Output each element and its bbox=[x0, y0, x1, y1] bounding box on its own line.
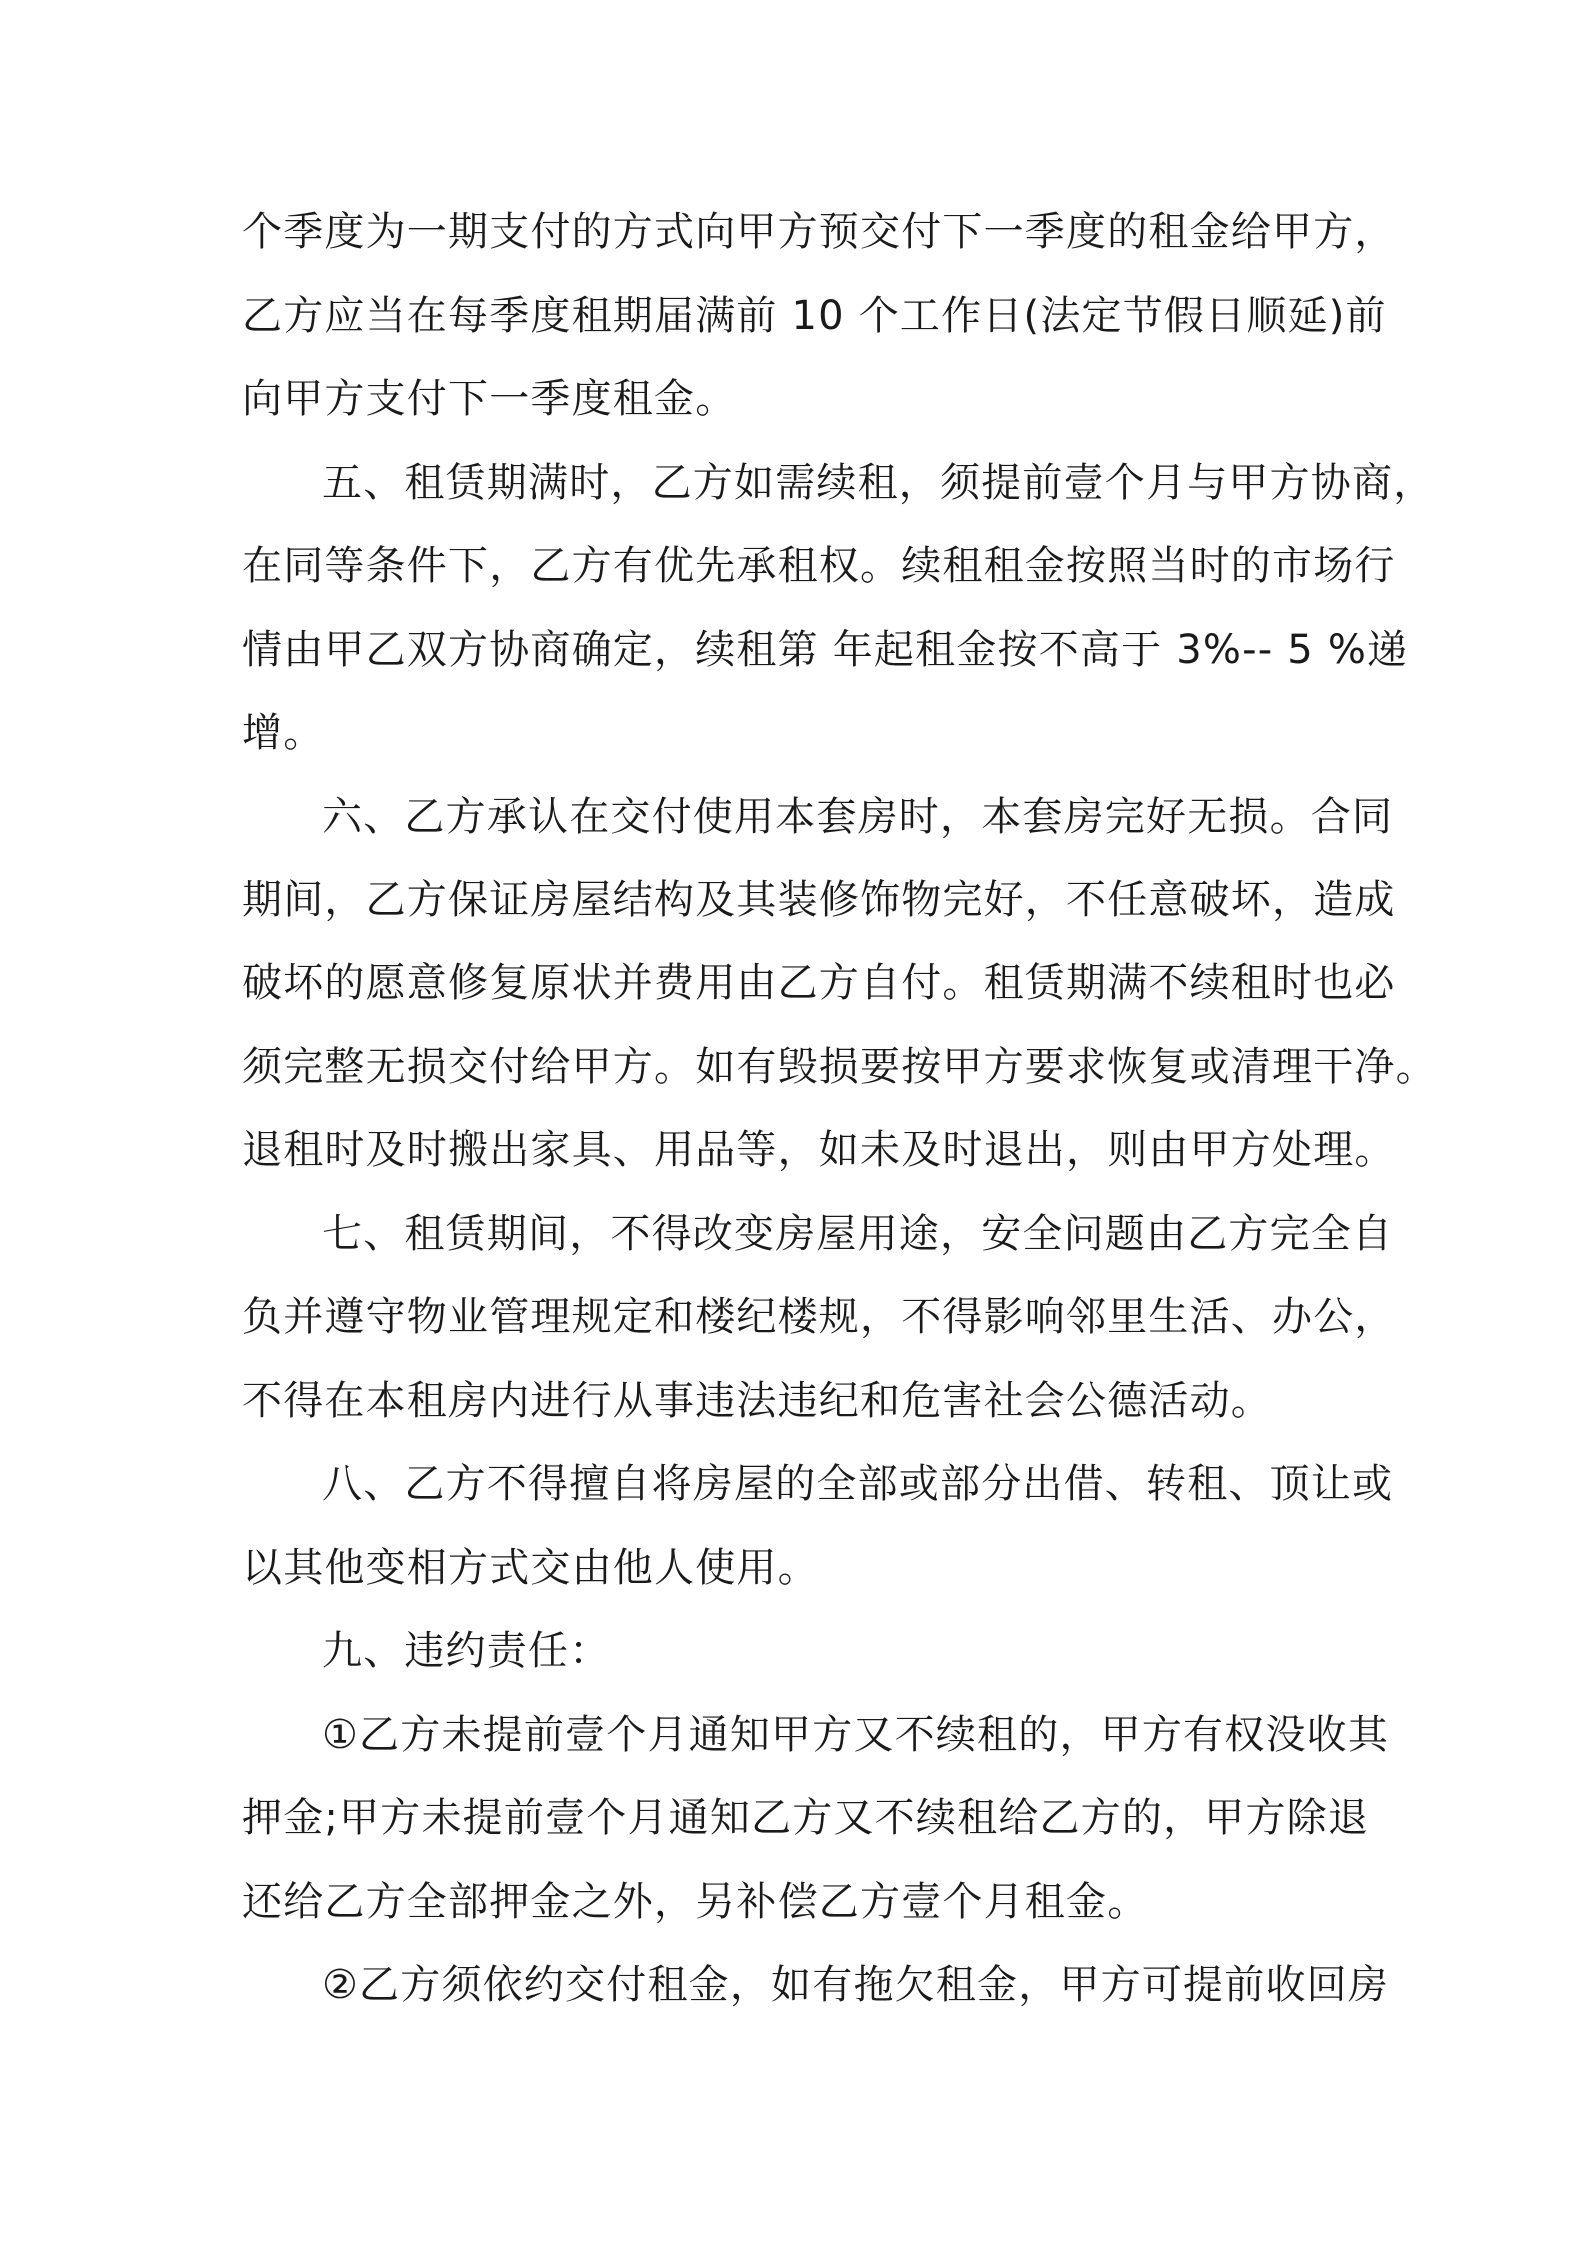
paragraph-7-start: 七、租赁期间，不得改变房屋用途，安全问题由乙方完全自 bbox=[322, 1211, 1394, 1257]
text-line: 以其他变相方式交由他人使用。 bbox=[242, 1545, 819, 1591]
section-heading-breach: 九、违约责任： bbox=[322, 1628, 611, 1674]
text-line: 增。 bbox=[242, 710, 325, 756]
text-line: 个季度为一期支付的方式向甲方预交付下一季度的租金给甲方， bbox=[242, 209, 1396, 255]
paragraph-5-start: 五、租赁期满时，乙方如需续租，须提前壹个月与甲方协商， bbox=[322, 460, 1435, 506]
paragraph-8-start: 八、乙方不得擅自将房屋的全部或部分出借、转租、顶让或 bbox=[322, 1461, 1394, 1507]
text-line: 乙方应当在每季度租期届满前 10 个工作日(法定节假日顺延)前 bbox=[242, 293, 1387, 339]
text-line: 负并遵守物业管理规定和楼纪楼规，不得影响邻里生活、办公， bbox=[242, 1294, 1396, 1340]
paragraph-6-start: 六、乙方承认在交付使用本套房时，本套房完好无损。合同 bbox=[322, 794, 1394, 840]
text-line: 不得在本租房内进行从事违法违纪和危害社会公德活动。 bbox=[242, 1378, 1272, 1424]
text-line: 须完整无损交付给甲方。如有毁损要按甲方要求恢复或清理干净。 bbox=[242, 1044, 1437, 1090]
clause-2-start: ②乙方须依约交付租金，如有拖欠租金，甲方可提前收回房 bbox=[322, 1962, 1390, 2008]
text-line: 向甲方支付下一季度租金。 bbox=[242, 376, 737, 422]
text-line: 退租时及时搬出家具、用品等，如未及时退出，则由甲方处理。 bbox=[242, 1127, 1396, 1173]
text-line: 期间，乙方保证房屋结构及其装修饰物完好，不任意破坏，造成 bbox=[242, 877, 1396, 923]
text-line: 在同等条件下，乙方有优先承租权。续租租金按照当时的市场行 bbox=[242, 543, 1396, 589]
text-line: 还给乙方全部押金之外，另补偿乙方壹个月租金。 bbox=[242, 1879, 1149, 1925]
text-line: 破坏的愿意修复原状并费用由乙方自付。租赁期满不续租时也必 bbox=[242, 960, 1396, 1006]
text-line: 情由甲乙双方协商确定，续租第 年起租金按不高于 3%-- 5 %递 bbox=[242, 627, 1409, 673]
text-line: 押金;甲方未提前壹个月通知乙方又不续租给乙方的，甲方除退 bbox=[242, 1795, 1370, 1841]
clause-1-start: ①乙方未提前壹个月通知甲方又不续租的，甲方有权没收其 bbox=[322, 1712, 1390, 1758]
